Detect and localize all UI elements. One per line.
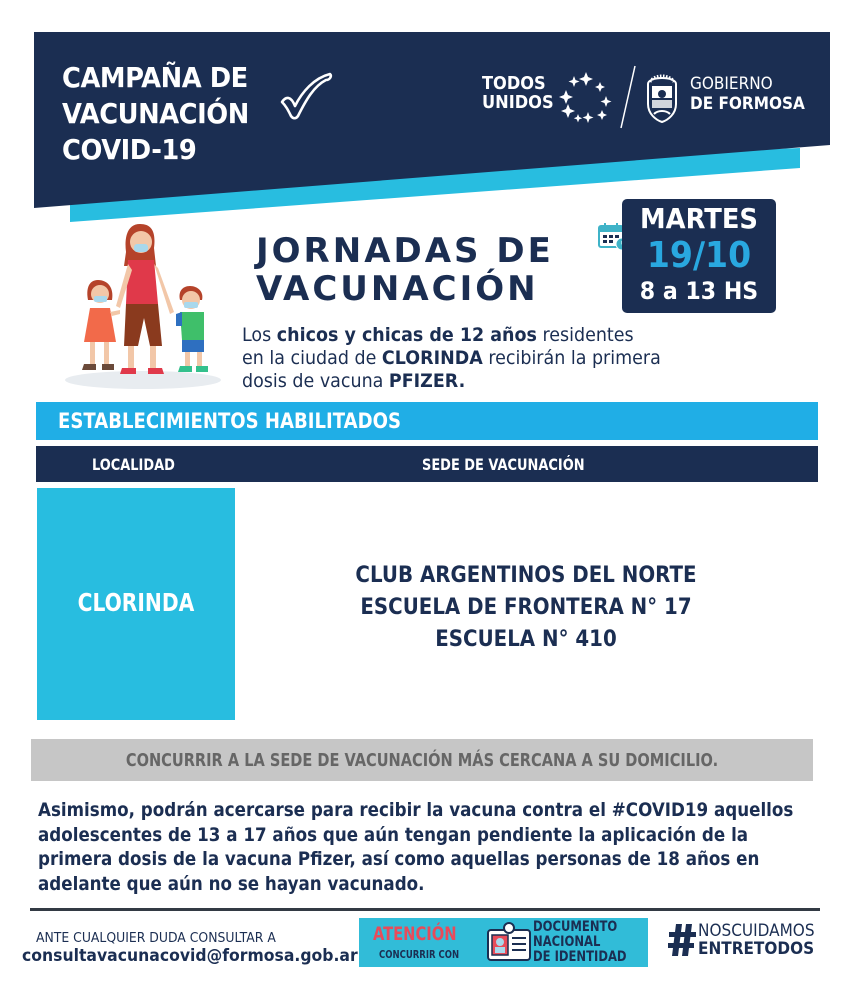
- de-formosa-text: DE FORMOSA: [690, 94, 805, 114]
- sede-item: ESCUELA N° 410: [435, 627, 617, 652]
- consulta-label: ANTE CUALQUIER DUDA CONSULTAR A: [36, 930, 276, 946]
- dni-line: DOCUMENTO: [533, 919, 618, 935]
- dni-text: [533, 920, 627, 965]
- unidos-text: UNIDOS: [482, 92, 554, 113]
- consulta-email[interactable]: consultavacunacovid@formosa.gob.ar: [22, 946, 358, 966]
- hashtag-line-bold: ENTRETODOS: [698, 939, 815, 959]
- campaign-title-line: CAMPAÑA DE: [62, 61, 248, 94]
- intro-text: recibirán la primera: [482, 347, 661, 369]
- logo-divider: [618, 64, 638, 130]
- concurrir-banner: [31, 739, 813, 781]
- date-hours: 8 a 13 HS: [639, 277, 759, 305]
- sede-item: CLUB ARGENTINOS DEL NORTE: [355, 563, 697, 588]
- date-day: MARTES: [640, 202, 758, 235]
- establecimientos-title: ESTABLECIMIENTOS HABILITADOS: [58, 409, 401, 433]
- sedes-cell: [236, 560, 816, 656]
- gobierno-text: GOBIERNO: [690, 74, 773, 94]
- stars-circle-icon: [558, 68, 614, 124]
- establecimientos-header: [36, 402, 818, 440]
- campaign-title-line: COVID-19: [62, 133, 197, 166]
- id-card-icon: [486, 920, 532, 964]
- todos-text: TODOS: [482, 73, 546, 94]
- dni-line: DE IDENTIDAD: [533, 949, 627, 965]
- asimismo-line: primera dosis de la vacuna Pfizer, así como aquellas personas de 18 años en: [38, 848, 760, 870]
- checkmark-icon: [276, 66, 336, 126]
- intro-text: Los: [242, 324, 277, 346]
- column-header-localidad: LOCALIDAD: [92, 455, 175, 474]
- sede-item: ESCUELA DE FRONTERA N° 17: [360, 595, 692, 620]
- formosa-seal-icon: [642, 70, 682, 124]
- dni-line: NACIONAL: [533, 934, 601, 950]
- atencion-text: ATENCIÓN: [373, 923, 457, 945]
- atencion-dni-banner: [359, 918, 648, 967]
- intro-bold-text: chicos y chicas de 12 años: [276, 324, 537, 346]
- asimismo-line: Asimismo, podrán acercarse para recibir la vacuna contra el #COVID19 aquellos: [38, 799, 794, 821]
- hashtag-text: [698, 922, 815, 958]
- table-header: [36, 446, 818, 482]
- concurrir-con-text: CONCURRIR CON: [379, 948, 460, 961]
- family-illustration: [58, 218, 228, 393]
- column-header-sede: SEDE DE VACUNACIÓN: [422, 455, 585, 474]
- asimismo-line: adelante que aún no se hayan vacunado.: [38, 872, 425, 895]
- hashtag-icon: [668, 922, 696, 958]
- hashtag-line: NOSCUIDAMOS: [698, 921, 815, 941]
- concurrir-text: CONCURRIR A LA SEDE DE VACUNACIÓN MÁS CERCANA A SU DOMICILIO.: [125, 750, 719, 771]
- footer-divider: [30, 908, 820, 911]
- intro-text: residentes: [536, 324, 634, 346]
- intro-text: en la ciudad de: [242, 347, 382, 369]
- asimismo-paragraph: [38, 798, 794, 896]
- date-box: [622, 199, 776, 313]
- gobierno-formosa-logo: [690, 74, 805, 114]
- localidad-cell: [37, 488, 235, 720]
- campaign-title: [62, 60, 249, 168]
- intro-bold-text: PFIZER.: [388, 370, 466, 392]
- todos-unidos-logo: [482, 74, 554, 112]
- intro-paragraph: [242, 324, 661, 393]
- jornadas-title-line: VACUNACIÓN: [256, 269, 539, 309]
- localidad-name: CLORINDA: [77, 588, 195, 617]
- intro-bold-text: CLORINDA: [381, 347, 483, 369]
- jornadas-title: [256, 232, 554, 308]
- jornadas-title-line: JORNADAS DE: [256, 231, 554, 271]
- date-value: 19/10: [646, 235, 752, 276]
- campaign-title-line: VACUNACIÓN: [62, 97, 249, 130]
- asimismo-line: adolescentes de 13 a 17 años que aún tengan pendiente la aplicación de la: [38, 823, 749, 846]
- intro-text: dosis de vacuna: [242, 370, 389, 392]
